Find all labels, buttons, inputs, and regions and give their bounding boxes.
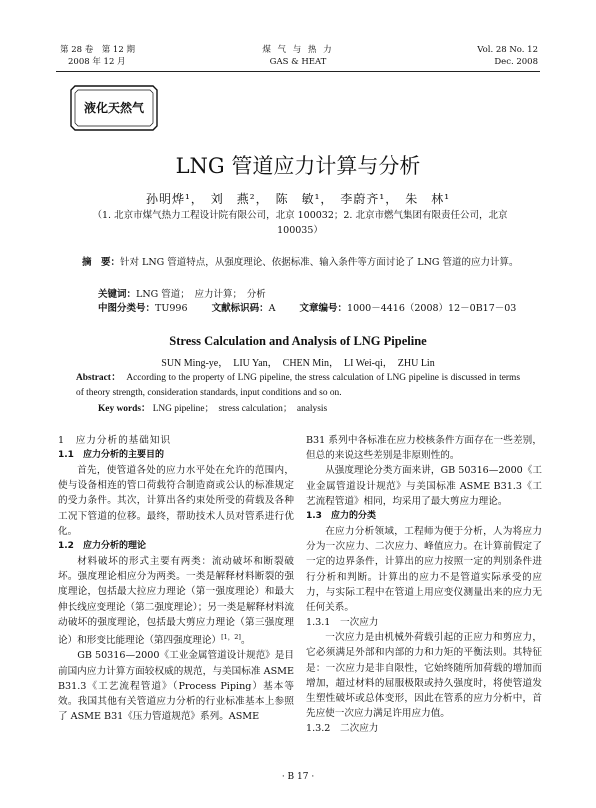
left-column xyxy=(58,433,294,724)
abstract-cn xyxy=(82,256,522,270)
keywords-cn xyxy=(98,288,266,302)
section-1-1-heading: 1.1 应力分析的主要目的 xyxy=(58,450,164,460)
article-title: LNG 管道应力计算与分析 xyxy=(175,154,421,178)
paragraph xyxy=(58,554,294,648)
clc-label: 中图分类号： xyxy=(98,303,156,314)
section-1-3-2-heading: 1.3.2 二次应力 xyxy=(306,723,379,735)
paragraph-end: 。 xyxy=(240,635,251,647)
paragraph: 首先，使管道各处的应力水平处在允许的范围内，使与设备相连的管口荷载符合制造商或公认的标准规定的受力条件。其次，计算出各约束处所受的荷载及各种工况下管道的位移。最终，帮助技术人员对管系进行优化。 xyxy=(58,465,294,537)
right-column xyxy=(306,433,542,736)
keywords-cn-text: LNG 管道； 应力计算； 分析 xyxy=(136,289,266,300)
date-en: Dec. 2008 xyxy=(494,57,538,67)
paragraph: 一次应力是由机械外荷载引起的正应力和剪应力，它必须满足外部和内部的力和力矩的平衡法则。其特征是：一次应力是非自限性，它始终随所加荷载的增加而增加，超过材料的屈服极限或持久强度时，将使管道发生塑性破坏或总体变形，因此在管系的应力分析中，首先应使一次应力满足许用应力值。 xyxy=(306,632,542,720)
authors-en: SUN Ming-ye， LIU Yan， CHEN Min， LI Wei-qi， ZHU Lin xyxy=(161,358,435,369)
abstract-cn-label: 摘 要： xyxy=(82,257,121,268)
abstract-en xyxy=(76,371,520,400)
page-number: · B 17 · xyxy=(281,772,315,782)
affiliation: （1. 北京市煤气热力工程设计院有限公司，北京 100032；2. 北京市燃气集团有限责任公司，北京 100035） xyxy=(92,210,508,236)
keywords-en xyxy=(98,402,327,417)
article-no-label: 文章编号： xyxy=(299,303,348,314)
section-1-heading: 1 应力分析的基础知识 xyxy=(58,435,172,446)
abstract-en-text: According to the property of LNG pipeline, the stress calculation of LNG pipeline is discussed in terms of theory strength, consideration standards, input conditions and so on. xyxy=(76,373,520,398)
english-title: Stress Calculation and Analysis of LNG Pipeline xyxy=(169,334,427,348)
paragraph: GB 50316—2000《工业金属管道设计规范》是目前国内应力计算方面较权威的规范，与美国标准 ASME B31.3《工艺流程管道》（Process Piping）基本等效。我国其他有关管道应力分析的行业标准基本上参照了 ASME B31《压力管道规范》系列。ASME xyxy=(58,650,294,723)
classification-line xyxy=(98,302,516,316)
doc-code-value: A xyxy=(268,303,276,314)
article-no-value: 1000－4416（2008）12－0B17－03 xyxy=(347,303,517,314)
volume-en: Vol. 28 No. 12 xyxy=(477,45,538,55)
clc-value: TU996 xyxy=(155,303,188,314)
authors-cn: 孙明烨¹， 刘 燕²， 陈 敏¹， 李蔚齐¹， 朱 林¹ xyxy=(145,192,451,206)
doc-code-label: 文献标识码： xyxy=(211,303,269,314)
paragraph-text: 材料破坏的形式主要有两类：流动破坏和断裂破坏。强度理论相应分为两类。一类是解释材料断裂的强度理论，包括最大拉应力理论（第一强度理论）和最大伸长线应变理论（第二强度理论）；另一类是解释材料流动破坏的强度理论，包括最大剪应力理论（第三强度理论）和形变比能理论（第四强度理论） xyxy=(58,556,294,647)
keywords-cn-label: 关键词： xyxy=(98,289,137,300)
paragraph: B31 系列中各标准在应力校核条件方面存在一些差别，但总的来说这些差别是非原则性的。 xyxy=(306,435,542,462)
abstract-cn-text: 针对 LNG 管道特点，从强度理论、依据标准、输入条件等方面讨论了 LNG 管道的应力计算。 xyxy=(120,257,519,268)
keywords-en-text: LNG pipeline； stress calculation； analysis xyxy=(152,404,328,414)
citation: [1，2] xyxy=(221,633,241,642)
paragraph: 在应力分析领域，工程师为便于分析，人为将应力分为一次应力、二次应力、峰值应力。在计算前假定了一定的边界条件，计算出的应力按照一定的判别条件进行分析和判断。计算出的应力不是管道实际承受的应力，与实际工程中在管道上用应变仪测量出来的应力无任何关系。 xyxy=(306,526,542,614)
keywords-en-label: Key words： xyxy=(98,404,151,414)
journal-name-cn: 煤 气 与 热 力 xyxy=(262,45,334,55)
section-1-3-1-heading: 1.3.1 一次应力 xyxy=(306,617,379,629)
date-cn: 2008 年 12 月 xyxy=(68,57,126,67)
section-badge xyxy=(67,82,161,134)
badge-label: 液化天然气 xyxy=(83,101,144,115)
section-1-3-heading: 1.3 应力的分类 xyxy=(306,511,376,522)
section-1-2-heading: 1.2 应力分析的理论 xyxy=(58,541,146,552)
header-rule xyxy=(56,71,540,72)
abstract-en-label: Abstract： xyxy=(76,373,121,383)
journal-name-en: GAS & HEAT xyxy=(269,57,327,67)
paragraph: 从强度理论分类方面来讲，GB 50316—2000《工业金属管道设计规范》与美国标准 ASME B31.3《工艺流程管道》相同，均采用了最大剪应力理论。 xyxy=(306,465,542,507)
volume-cn: 第 28 卷 第 12 期 xyxy=(60,45,135,55)
